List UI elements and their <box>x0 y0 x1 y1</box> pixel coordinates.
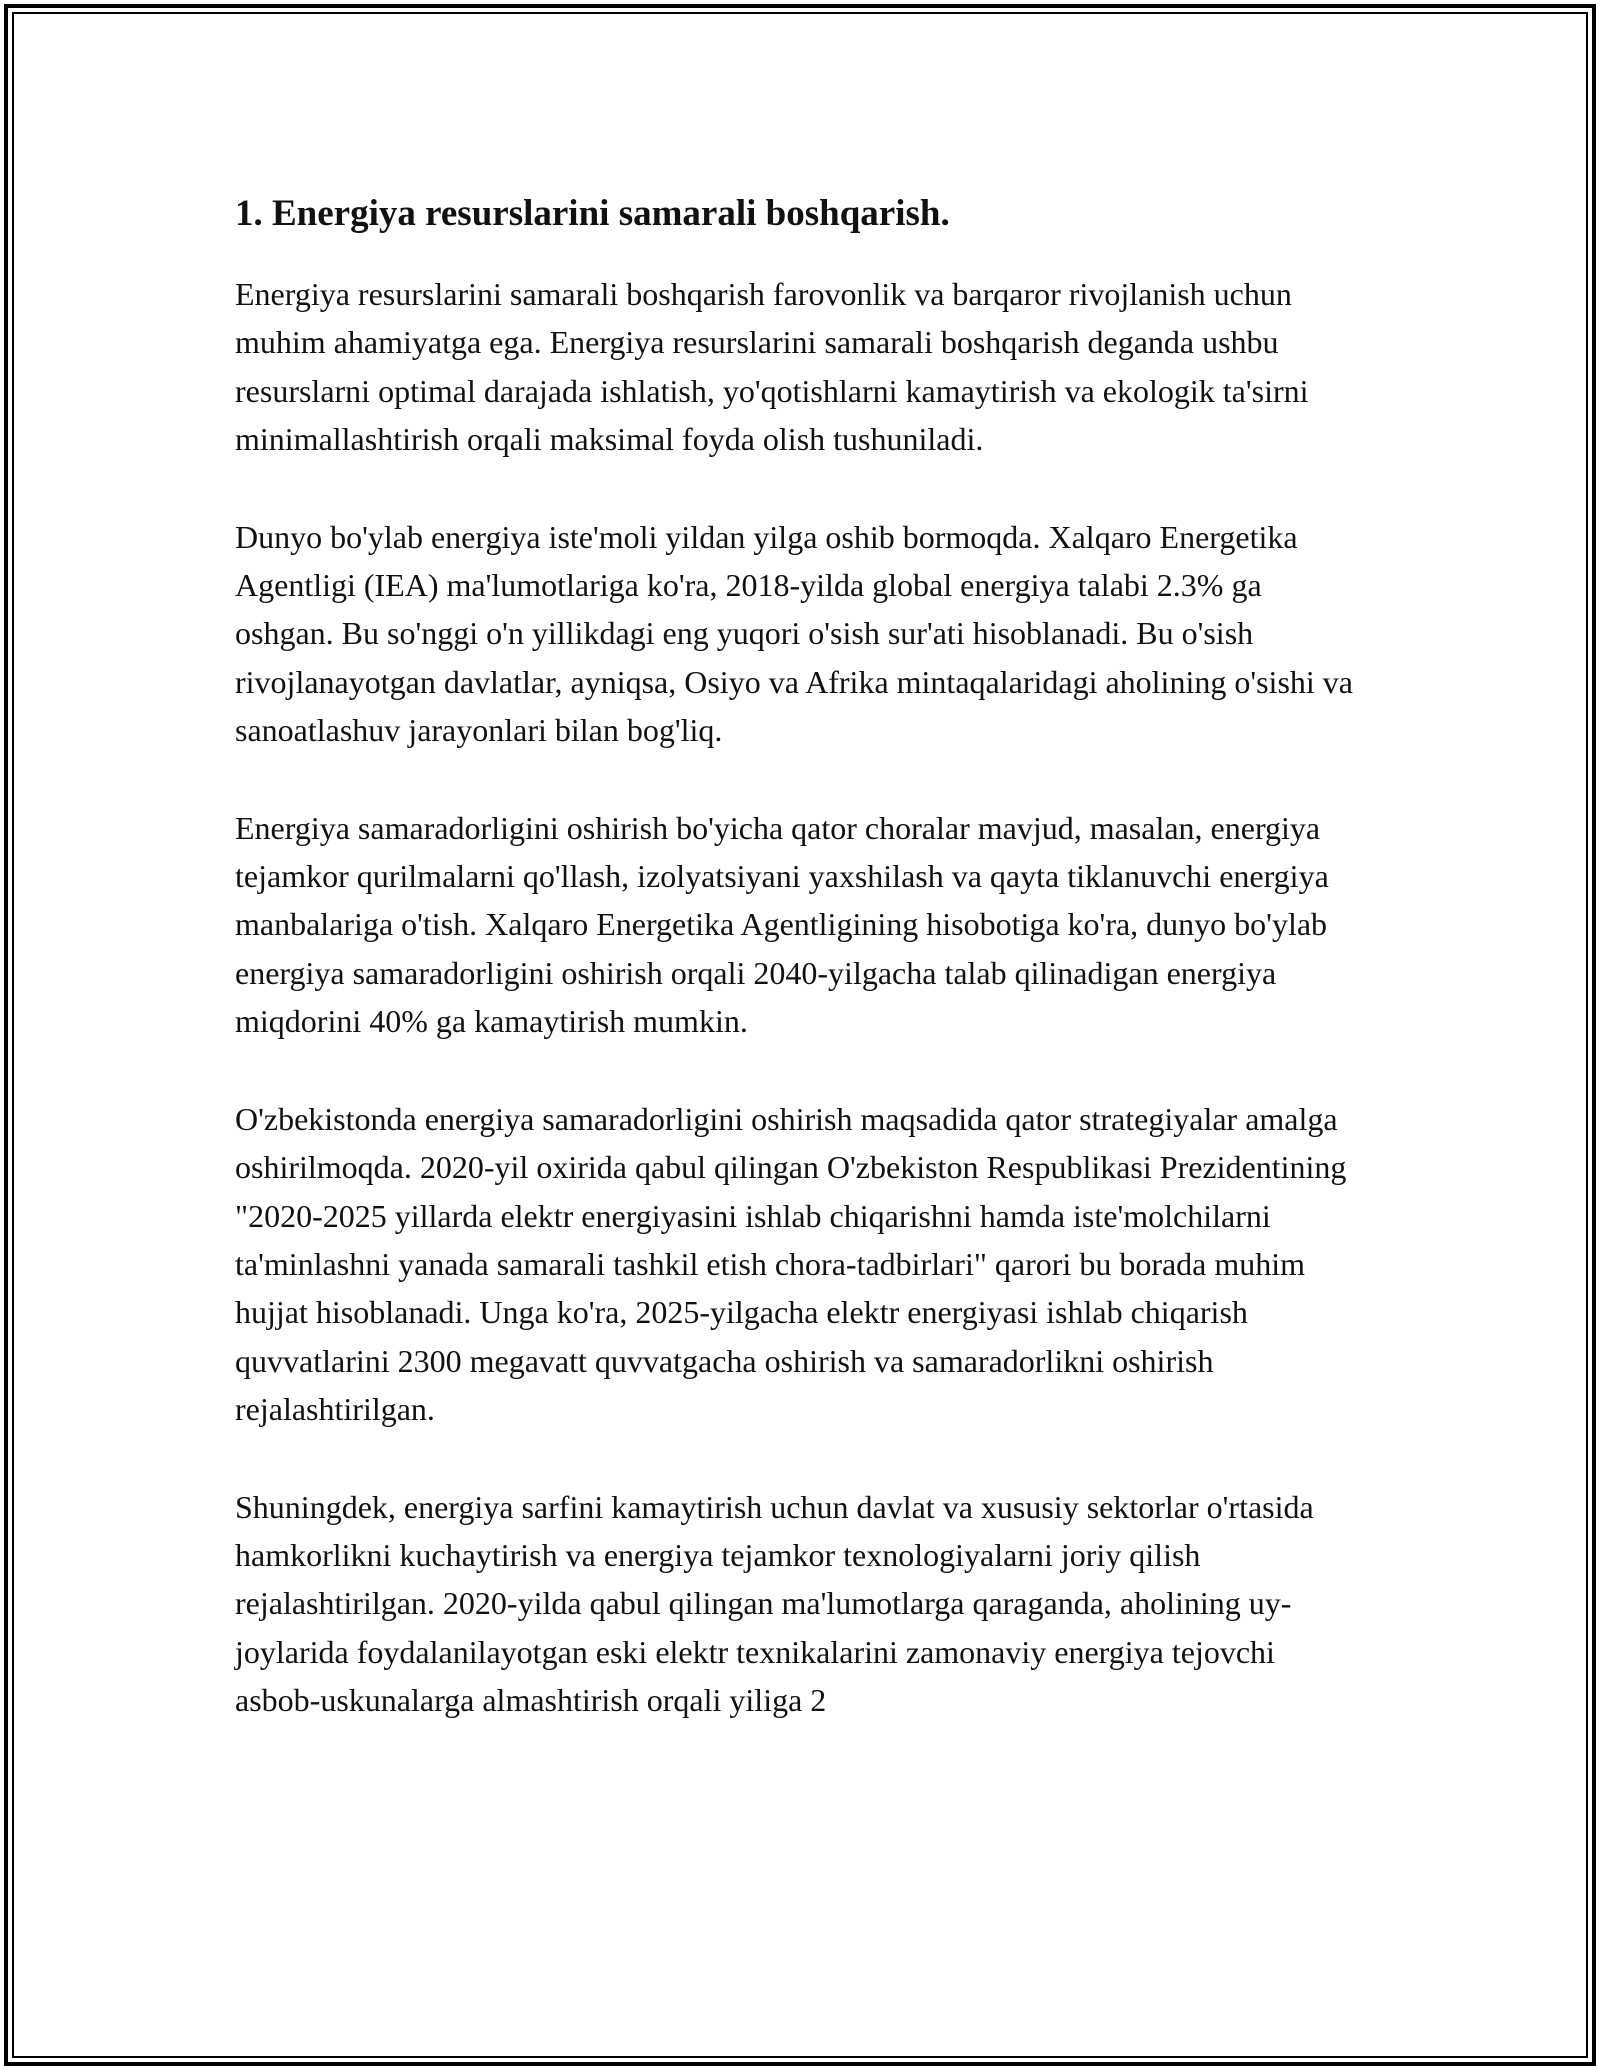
document-body <box>235 188 1365 1774</box>
paragraph-intro: Energiya resurslarini samarali boshqarish farovonlik va barqaror rivojlanish uchun muhim ahamiyatga ega. Energiya resurslarini samarali boshqarish deganda ushbu resurslarni optimal darajada ishlatish, yo'qotishlarni kamaytirish va ekologik ta'sirni minimallashtirish orqali maksimal foyda olish tushuniladi. <box>235 276 1309 458</box>
paragraph-efficiency-measures: Energiya samaradorligini oshirish bo'yicha qator choralar mavjud, masalan, energiya tejamkor qurilmalarni qo'llash, izolyatsiyani yaxshilash va qayta tiklanuvchi energiya manbalariga o'tish. Xalqaro Energetika Agentligining hisobotiga ko'ra, dunyo bo'ylab energiya samaradorligini oshirish orqali 2040-yilgacha talab qilinadigan energiya miqdorini 40% ga kamaytirish mumkin. <box>235 809 1329 1040</box>
paragraph-uzbekistan-strategy: O'zbekistonda energiya samaradorligini oshirish maqsadida qator strategiyalar amalga oshirilmoqda. 2020-yil oxirida qabul qilingan O'zbekiston Respublikasi Prezidentining "2020-2025 yillarda elektr energiyasini ishlab chiqarishni hamda iste'molchilarni ta'minlashni yanada samarali tashkil etish chora-tadbirlari" qarori bu borada muhim hujjat hisoblanadi. Unga ko'ra, 2025-yilgacha elektr energiyasi ishlab chiqarish quvvatlarini 2300 megavatt quvvatgacha oshirish va samaradorlikni oshirish rejalashtirilgan. <box>235 1100 1347 1428</box>
paragraph-global-consumption: Dunyo bo'ylab energiya iste'moli yildan yilga oshib bormoqda. Xalqaro Energetika Agentligi (IEA) ma'lumotlariga ko'ra, 2018-yilda global energiya talabi 2.3% ga oshgan. Bu so'nggi o'n yillikdagi eng yuqori o'sish sur'ati hisoblanadi. Bu o'sish rivojlanayotgan davlatlar, ayniqsa, Osiyo va Afrika mintaqalaridagi aholining o'sishi va sanoatlashuv jarayonlari bilan bog'liq. <box>235 518 1353 749</box>
section-heading: 1. Energiya resurslarini samarali boshqarish. <box>235 193 950 234</box>
paragraph-cooperation: Shuningdek, energiya sarfini kamaytirish uchun davlat va xususiy sektorlar o'rtasida hamkorlikni kuchaytirish va energiya tejamkor texnologiyalarni joriy qilish rejalashtirilgan. 2020-yilda qabul qilingan ma'lumotlarga qaraganda, aholining uy-joylarida foydalanilayotgan eski elektr texnikalarini zamonaviy energiya tejovchi asbob-uskunalarga almashtirish orqali yiliga 2 <box>235 1488 1314 1719</box>
